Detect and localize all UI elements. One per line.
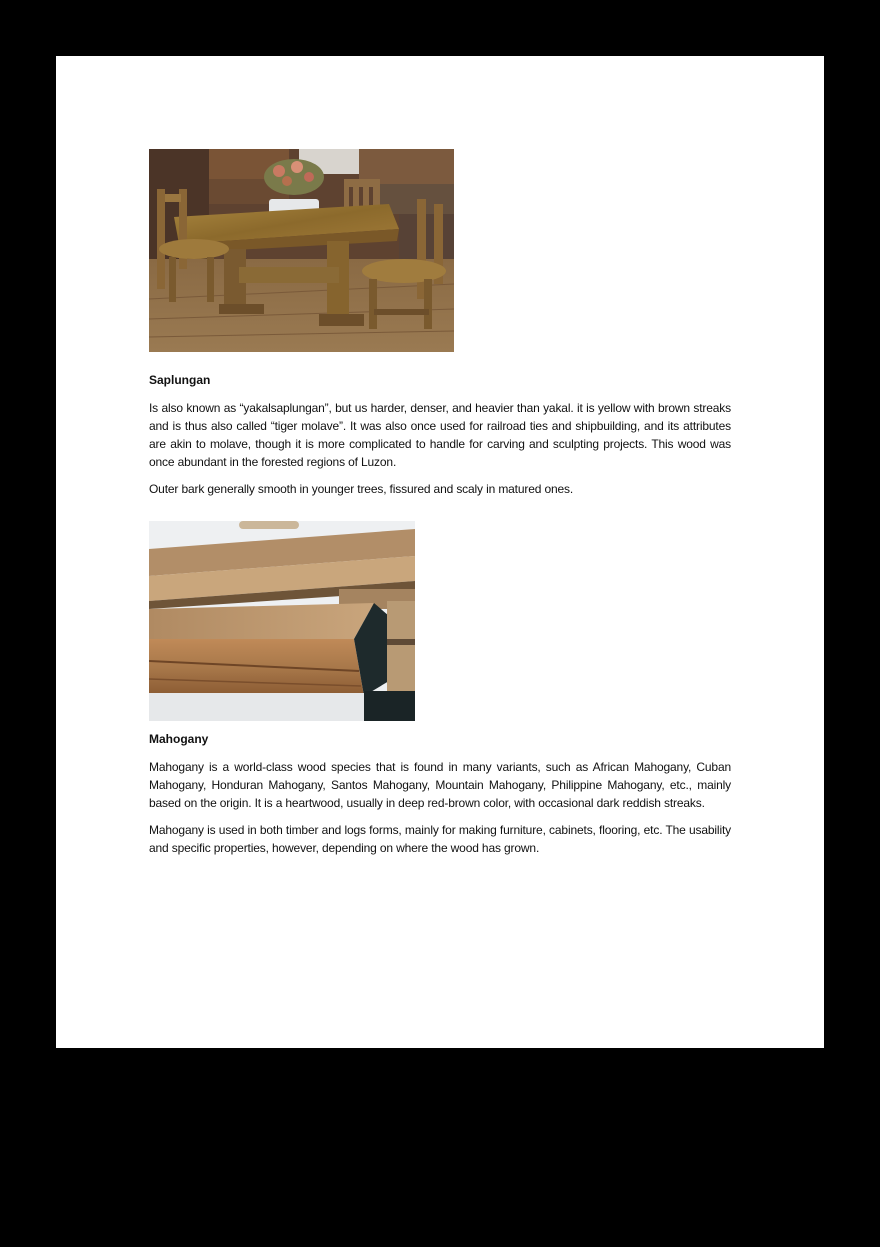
document-page xyxy=(56,56,824,1048)
section-title-mahogany: Mahogany xyxy=(149,732,209,746)
dining-table-illustration xyxy=(149,149,454,352)
mahogany-description: Mahogany is a world-class wood species that is found in many variants, such as African Mahogany, Cuban Mahogany, Honduran Mahogany, Santos Mahogany, Mountain Mahogany, Philippine Mahogany, etc., mainly based on the origin. It is a heartwood, usually in deep red-brown color, with occasional dark reddish streaks. xyxy=(149,760,731,810)
mahogany-figure-wrapper xyxy=(149,521,731,721)
mahogany-planks-illustration xyxy=(149,521,415,721)
mahogany-usage: Mahogany is used in both timber and logs forms, mainly for making furniture, cabinets, flooring, etc. The usability and specific properties, however, depending on where the wood has grown. xyxy=(149,823,731,855)
mahogany-planks-image xyxy=(149,521,415,721)
saplungan-description: Is also known as “yakalsaplungan”, but us harder, denser, and heavier than yakal. it is yellow with brown streaks and is thus also called “tiger molave”. It was also once used for railroad ties and shipbuilding, and its attributes are akin to molave, though it is more complicated to handle for carving and sculpting projects. This wood was once abundant in the forested regions of Luzon. xyxy=(149,401,731,469)
dining-table-image xyxy=(149,149,454,352)
section-title-saplungan: Saplungan xyxy=(149,373,211,387)
page-content xyxy=(149,149,731,857)
saplungan-bark-note: Outer bark generally smooth in younger trees, fissured and scaly in matured ones. xyxy=(149,482,574,496)
